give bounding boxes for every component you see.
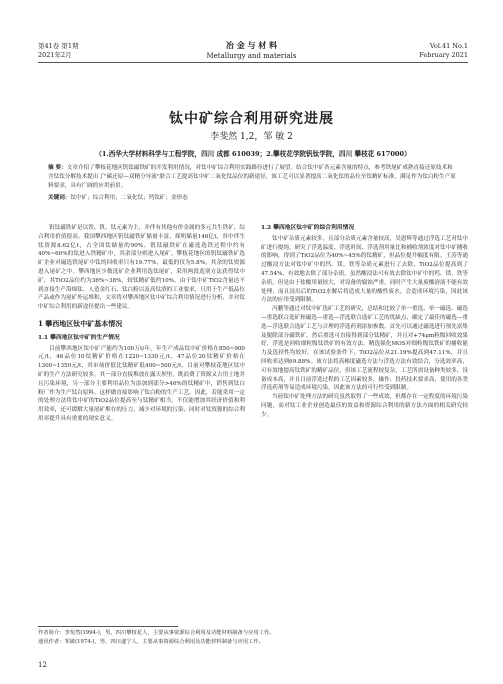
keywords-label: 关键词： (48, 194, 71, 201)
header-volume-issue: 第41卷 第1期 (38, 42, 79, 50)
section-1-2-paragraph-2: 冯鹏等通过对钛中矿选矿工艺的研究，总结和比较了单一重选、单一磁选、磁选—重选联合选矿和磁选—重选—浮选联合选矿工艺的优缺点，确定了最佳的磁选—重选—浮选联合选矿工艺与合理的浮选药剂添加参数。首先可以通过磁选进行预先富集及脱除部分磁铁矿，然后重选可直接得到部分钛精矿，并且对+74μm粒级回收效果好，浮选是回收细粒级钛铁矿的有效方法。精选强化MOS对细粒级钛铁矿的捕收能力及选择性均较好。在该试验条件下，TiO2品位从21.19%提高到47.11%，并且回收率达到69.88%。该方法将高梯度磁选方法与浮选方法有效结合，分选效率高，可有效地提高钛铁矿的精矿品位，但该工艺流程较复杂，工艺所需设备种类较多，设备成本高，并且目前浮选过程的工艺因素较多，操作、投药技术要求高，使用的各类浮选药剂等易造成环境污染，因此该方法的可行性受到限制。 (261, 306, 468, 392)
keywords-body: 钛中矿；综合利用；二氧化钛；钙钛矿；金形态 (70, 194, 188, 201)
header-rule (38, 62, 468, 63)
corresponding-author-footnote: 通讯作者：邹敏(1974-)，男，四川遂宁人，主要从事资源综合利用及功能材料制备与应用工作。 (38, 638, 264, 645)
footnote-rule (38, 626, 178, 627)
article-affiliation: （1.西华大学材料科学与工程学院，四川 成都 610039；2.攀枝花学院钒钛学院，四川 攀枝花 617000） (95, 150, 411, 158)
subsection-heading-1-2: 1.2 攀西地区钛中矿的综合利用情况 (261, 225, 355, 231)
author-info-footnote: 作者简介：李斐然(1994-)，男，四川攀枝花人，主要从事资源综合利用及功能材料制备与应用工作。 (38, 630, 275, 636)
keywords (48, 194, 458, 203)
abstract-body: 文章介绍了攀枝花地区钒钛磁铁矿的开发利用情况，对钛中矿综合利用实践路径进行了展望。结合钛中矿各元素含量的特点，参考铁尾矿成熟直接还原技术和含钛钛分解技术提出了"碳还原—双精分导流"联合工艺提高钛中矿二氧化钛品位的新途径，该工艺可以显著提高二氧化钛的品位至钛精矿标准，满足作为钛白粉生产原料要求，具有广阔的应用前景。 (48, 165, 456, 190)
header-volume-en: Vol.41 No.1 (429, 42, 468, 50)
header-date-en: February 2021 (419, 51, 468, 59)
abstract-text (48, 164, 458, 192)
section-1-2-paragraph-3: 当前钛中矿处理方法的研究虽然取得了一些成效，但都存在一定程度的环境污染问题，而对钛工业企业创造最佳的效益和资源综合利用的新方法方面的相关研究较少。 (261, 394, 468, 418)
page-number: 12 (38, 661, 47, 669)
right-column (261, 224, 468, 420)
abstract-label: 摘 要： (48, 165, 67, 171)
intro-paragraph: 钒钛磁铁矿是以铁、钒、钛元素为主，并伴有其他有价金属的多元共生铁矿，综合利用价值很高。我国攀西地区钒钛磁铁矿储量丰富，探明储量146亿t，其中伴生钛资源8.62亿t，占全国钛储量的90%。钒钛磁铁矿在磁选选铁过程中约有40%~60%的钛进入铁精矿中，其余部分则进入尾矿。攀枝花地区的钒钛磁铁矿选矿企业对磁选铁尾矿中钛的回收率只有19.77%，最低的仅为5.8%，其余的钛资源进入尾矿之中。攀西地区少数选矿企业利用选钛尾矿，采用两段选别方法获得钛中矿，其TiO2品位约为36%~38%，较钛精矿低约10%。由于钛中矿TiO2含量达不到直接生产海绵钛、人造金红石、钛白粉以及高钛渣的工业要求，只用于生产低品位产品或作为尾矿外运堆积，文章将对攀西地区钛中矿综合利用情况进行分析，并对钛中矿综合利用的新途径提出一些建议。 (38, 225, 245, 311)
subsection-heading-1-1: 1.1 攀西地区钛中矿的生产情况 (38, 334, 120, 341)
article-authors: 李斐然 1,2，邹 敏 2 (210, 132, 293, 142)
header-journal-cn: 冶 金 与 材 料 (225, 40, 278, 50)
left-column (38, 224, 245, 424)
abstract-block (48, 164, 458, 203)
header-journal-en: Metallurgy and materials (206, 52, 297, 60)
section-1-2-paragraph-1: 钛中矿杂质元素较多，且部分杂质元素含量较高，吴恩辉等通过浮选工艺对钛中矿进行提纯，研究了浮选温度、浮选时间、浮选剂用量比和捕收剂浓度对钛中矿捕收的影响，得到了TiO2品位为40%~45%的钛精矿，但品位提升幅度有限。王涛等通过酸浸方法对钛中矿中的钙、镁、铁等杂质元素进行了去除，TiO2品位提高到了47.54%，有效地去除了部分杂质，虽然酸浸法可有效去除钛中矿中的钙、镁、铁等杂质，但是由于盐酸用量较大，对设备的腐蚀严重，同时产生大量废酸溶液不能有效处理，而且浸出后的TiO2水解后将造成大量的酸性废水，会造成环境污染，因此该方法的应用受到限制。 (261, 235, 468, 304)
header-date: 2021年2月 (38, 51, 72, 59)
article-title: 钛中矿综合利用研究进展 (169, 111, 334, 127)
footnotes (38, 629, 468, 646)
section-heading-1: 1 攀西地区钛中矿基本情况 (38, 318, 123, 328)
section-1-1-paragraph: 目前攀西地区钛中矿产能约为100万t/年，年生产成品钛中矿价格在850~900元/t，46品位10钛精矿价格在1220~1330元/t，47品位20钛精矿价格在1300~1350元/t，其市场价值比钛精矿低400~500元/t。目前对攀枝花地区钛中矿的生产方法研究较多，其一部分直接堆放在露天坝里，既浪费了资源又占用土地并且污染环境，另一部分主要利用品位为添加到部分>46%的钛精矿中，销售到钛白粉厂作为生产钛白原料，这样做直接影响了钛白粉的生产工艺。因此，若能采用一定的处理方法将钛中矿的TiO2品位提高至与钛精矿相当，不仅能增加其经济价值和利用效率，还可缓解大量尾矿堆存的压力，减少对环境的污染，同时对钛资源的综合利用率提升具有重要的现实意义。 (38, 345, 245, 422)
